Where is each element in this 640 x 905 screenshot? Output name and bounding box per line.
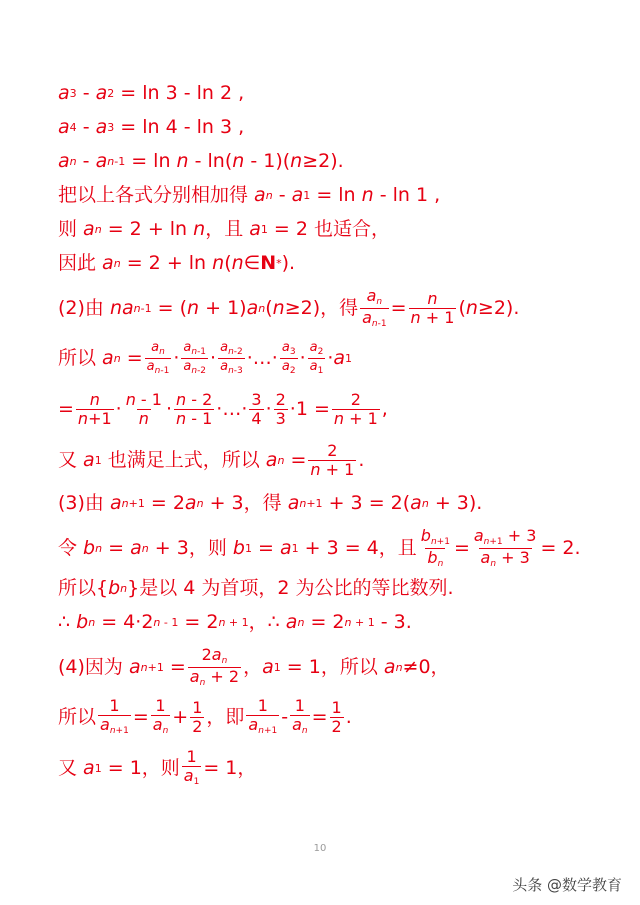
line-15: (4)因为 a n+1 = $\frac{2a_n}{a_n + 2}$ ， a 1 = 1，所以 a n ≠0，: [58, 645, 450, 688]
line-12: 令 b n = a n + 3，则 b 1 = a 1 + 3 = 4，且 $\frac{b_{n+1}}{b_n}$ = $\frac{a_{n+1} + 3}{a_n + 3}$ = 2.: [58, 526, 581, 569]
line-11: (3)由 a n+1 = 2 a n + 3，得 a n+1 + 3 = 2( a n + 3).: [58, 492, 483, 514]
line-5: 则 a n = 2 + ln n ，且 a 1 = 2 也适合，: [58, 218, 391, 240]
line-13: 所以{ b n }是以 4 为首项，2 为公比的等比数列.: [58, 577, 454, 599]
line-14: ∴ b n = 4·2 n - 1 = 2 n + 1 ，∴ a n = 2 n + 1 - 3.: [58, 611, 412, 633]
watermark: 头条 @数学教育: [512, 876, 622, 894]
line-4: 把以上各式分别相加得 a n - a 1 = ln n - ln 1 ,: [58, 184, 441, 206]
page-number: 10: [313, 843, 327, 854]
line-7: (2)由 na n-1 = ( n + 1) a n ( n ≥2)，得 $\frac{a_n}{a_{n-1}}$ = $\frac{n}{n + 1}$ ( n ≥2).: [58, 286, 520, 329]
line-3: a n - a n-1 = ln n - ln( n - 1)( n ≥2).: [58, 150, 344, 172]
line-1: a 3 - a 2 = ln 3 - ln 2 ,: [58, 82, 245, 104]
line-17: 又 a 1 = 1，则 $\frac{1}{a_1}$ = 1，: [58, 747, 257, 787]
line-16: 所以 $\frac{1}{a_{n+1}}$ = $\frac{1}{a_n}$ + $\frac{1}{2}$ ，即 $\frac{1}{a_{n+1}}$ - $\frac{1}{a_n}$ = $\frac{1}{2}$ .: [58, 696, 352, 736]
line-8: 所以 a n = $\frac{a_n}{a_{n-1}}$ · $\frac{a_{n-1}}{a_{n-2}}$ · $\frac{a_{n-2}}{a_{n-3}}$ ·…· $\frac{a_3}{a_2}$ · $\frac{a_2}{a_1}$ · a 1: [58, 340, 353, 376]
line-10: 又 a 1 也满足上式，所以 a n = $\frac{2}{n + 1}$ .: [58, 441, 365, 479]
line-2: a 4 - a 3 = ln 4 - ln 3 ,: [58, 116, 245, 138]
line-9: = $\frac{n}{n+1}$ · $\frac{n - 1}{n}$ · $\frac{n - 2}{n - 1}$ ·…· $\frac{3}{4}$ · $\frac{2}{3}$ ·1 = $\frac{2}{n + 1}$ ,: [58, 390, 388, 428]
line-6: 因此 a n = 2 + ln n ( n ∈ N * ).: [58, 252, 296, 274]
